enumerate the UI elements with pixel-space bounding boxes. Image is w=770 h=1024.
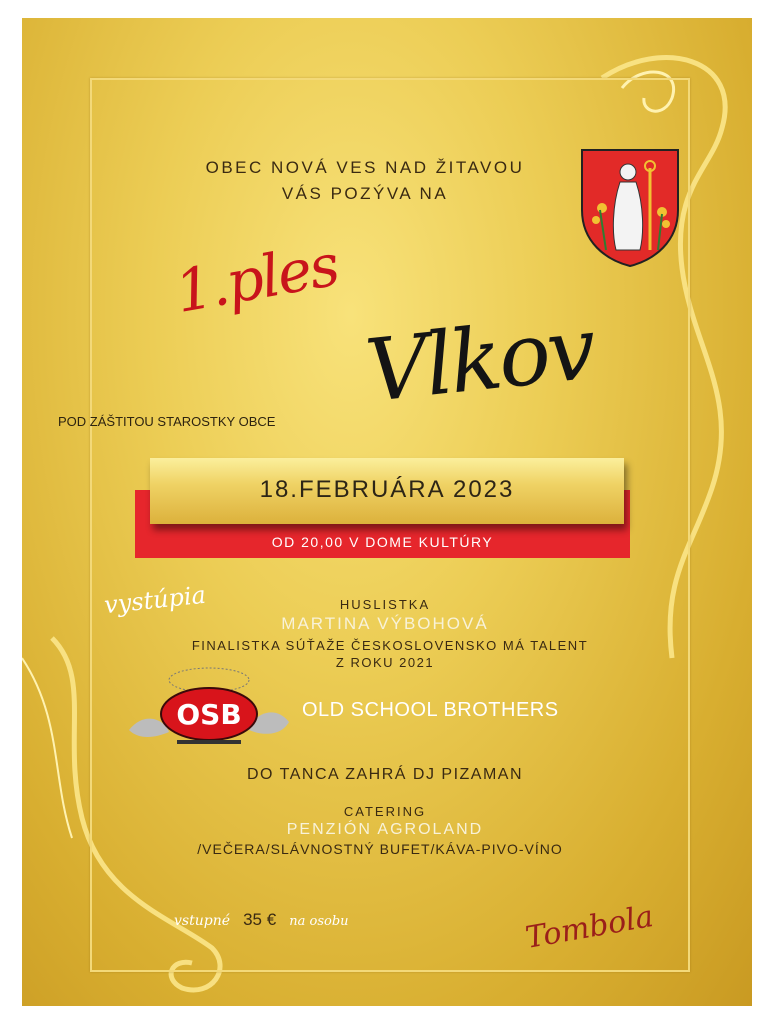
patronage-text: POD ZÁŠTITOU STAROSTKY OBCE [58, 414, 276, 429]
catering-menu: /VEČERA/SLÁVNOSTNÝ BUFET/KÁVA-PIVO-VÍNO [197, 841, 563, 857]
performer-note: FINALISTKA SÚŤAŽE ČESKOSLOVENSKO MÁ TALENT [191, 638, 589, 653]
performer-note-year: Z ROKU 2021 [335, 655, 435, 670]
entry-price: 35 € [243, 910, 277, 929]
entry-suffix: na osobu [289, 914, 349, 929]
entry-fee [174, 910, 349, 930]
catering-label: CATERING [343, 804, 427, 819]
tombola-text: Tombola [522, 899, 656, 956]
old-school-brothers-logo [125, 660, 293, 750]
catering-provider: PENZIÓN AGROLAND [286, 821, 484, 838]
logo-mark: OSB [176, 698, 242, 731]
performers-heading: vystúpia [102, 580, 208, 620]
performer-role: HUSLISTKA [339, 597, 431, 612]
event-date: 18.FEBRUÁRA 2023 [259, 476, 515, 503]
organizer-text [170, 155, 560, 207]
band-name: OLD SCHOOL BROTHERS [302, 699, 559, 721]
coat-of-arms-icon [578, 146, 682, 270]
title-ples: 1.ples [170, 230, 343, 326]
entry-label: vstupné [174, 913, 230, 929]
title-vlkov: Vlkov [361, 298, 598, 422]
event-venue: OD 20,00 V DOME KULTÚRY [271, 534, 494, 550]
performer-name: MARTINA VÝBOHOVÁ [281, 614, 489, 633]
dj-line: DO TANCA ZAHRÁ DJ PIZAMAN [246, 766, 524, 783]
organizer-line-2: VÁS POZÝVA NA [281, 184, 449, 203]
organizer-line-1: OBEC NOVÁ VES NAD ŽITAVOU [205, 158, 525, 177]
